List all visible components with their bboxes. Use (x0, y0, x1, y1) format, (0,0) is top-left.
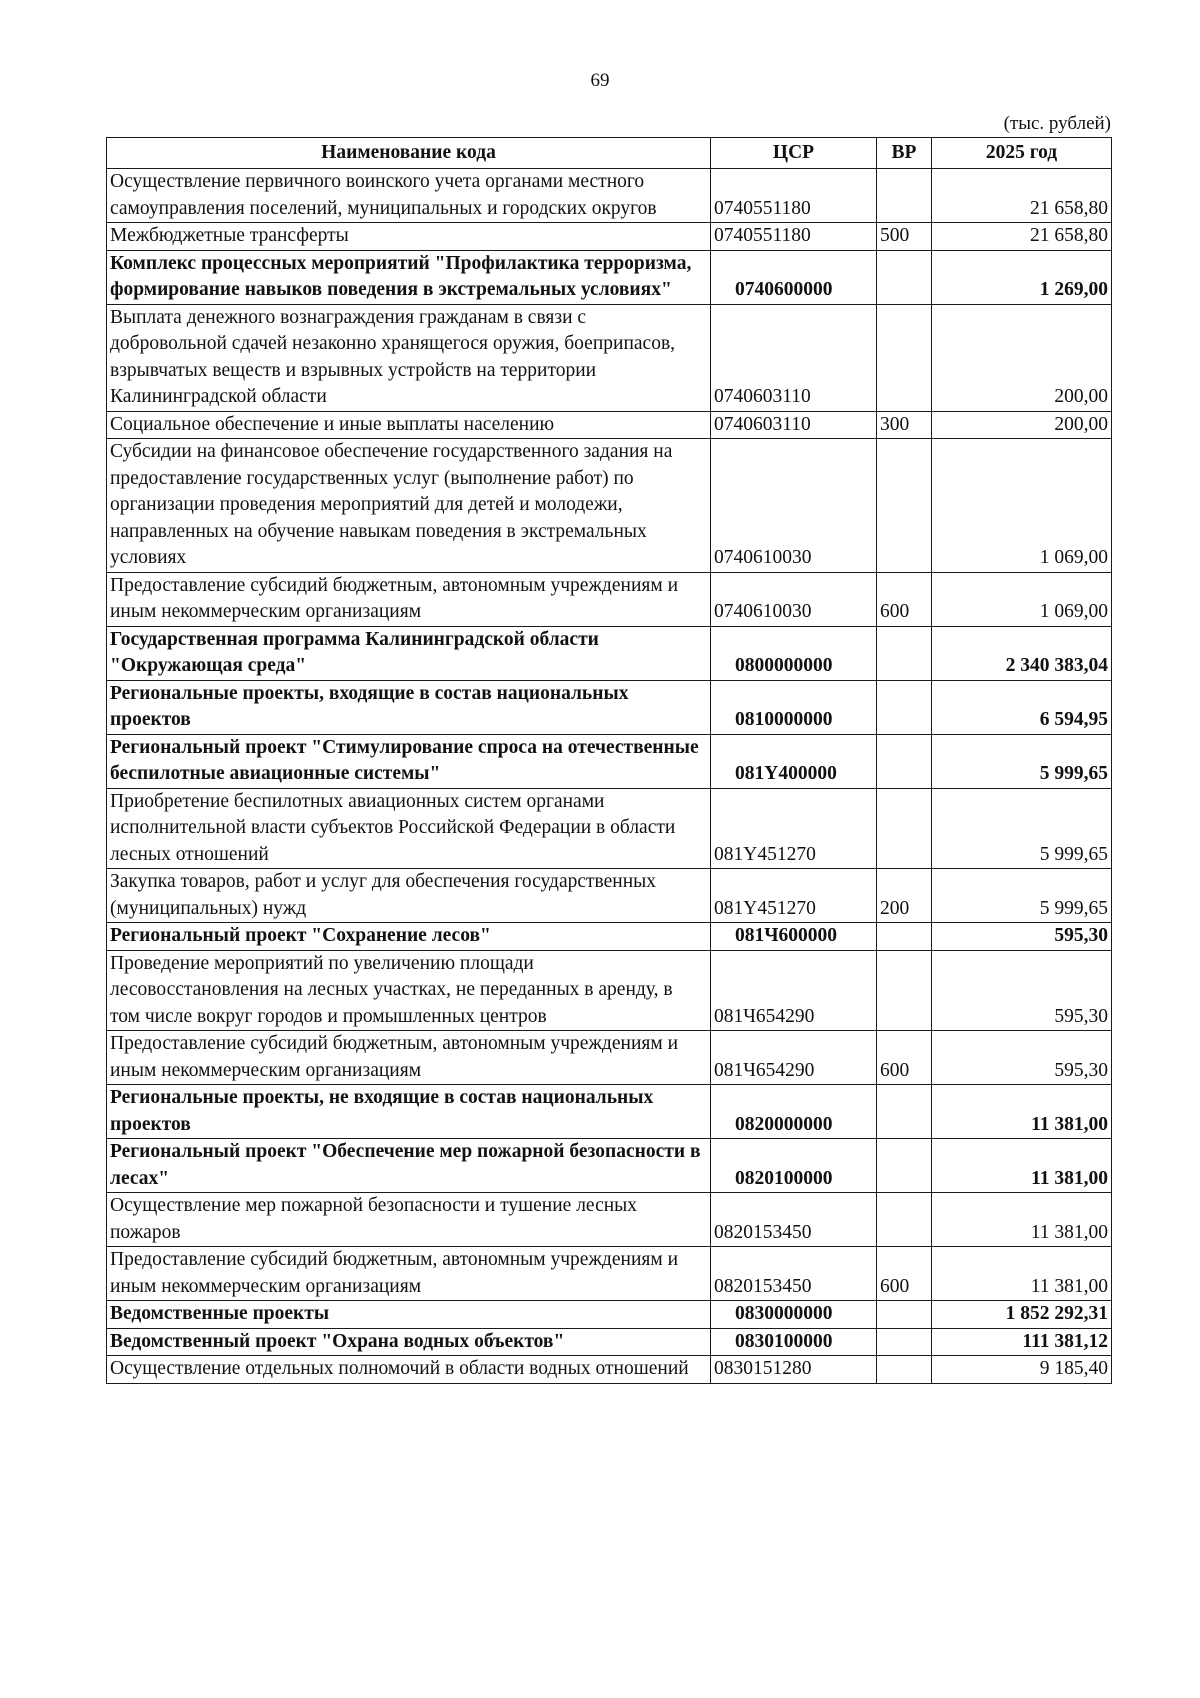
row-amount-cell: 1 069,00 (932, 572, 1112, 626)
row-csr-cell: 0740610030 (711, 439, 877, 573)
row-amount-cell: 21 658,80 (932, 169, 1112, 223)
table-row (107, 788, 1112, 869)
row-vr-cell: 300 (877, 411, 932, 439)
row-csr-cell: 0740603110 (711, 411, 877, 439)
table-row (107, 169, 1112, 223)
row-csr-cell: 081Ч654290 (711, 950, 877, 1031)
row-vr-cell: 600 (877, 1031, 932, 1085)
table-row (107, 411, 1112, 439)
row-name-cell: Субсидии на финансовое обеспечение государственного задания на предоставление государственных услуг (выполнение работ) по организации проведения мероприятий для детей и молодежи, направленных на обучение навыкам поведения в экстремальных условиях (107, 439, 711, 573)
row-name-cell: Комплекс процессных мероприятий "Профилактика терроризма, формирование навыков поведения в экстремальных условиях" (107, 250, 711, 304)
row-vr-cell (877, 1139, 932, 1193)
row-vr-cell (877, 680, 932, 734)
row-csr-cell: 0830151280 (711, 1356, 877, 1384)
row-vr-cell: 600 (877, 1247, 932, 1301)
row-name-cell: Закупка товаров, работ и услуг для обеспечения государственных (муниципальных) нужд (107, 869, 711, 923)
row-name-cell: Региональный проект "Обеспечение мер пожарной безопасности в лесах" (107, 1139, 711, 1193)
header-csr: ЦСР (711, 138, 877, 169)
header-vr: ВР (877, 138, 932, 169)
row-name-cell: Осуществление первичного воинского учета органами местного самоуправления поселений, муниципальных и городских округов (107, 169, 711, 223)
row-name-cell: Социальное обеспечение и иные выплаты населению (107, 411, 711, 439)
row-vr-cell (877, 788, 932, 869)
row-name-cell: Ведомственные проекты (107, 1301, 711, 1329)
row-csr-cell: 0820153450 (711, 1193, 877, 1247)
row-csr-cell: 081Ч600000 (711, 923, 877, 951)
table-row (107, 1031, 1112, 1085)
table-row (107, 439, 1112, 573)
row-name-cell: Выплата денежного вознаграждения гражданам в связи с добровольной сдачей незаконно хранящегося оружия, боеприпасов, взрывчатых веществ и взрывных устройств на территории Калининградской области (107, 304, 711, 411)
table-row (107, 869, 1112, 923)
row-csr-cell: 0740600000 (711, 250, 877, 304)
row-amount-cell: 11 381,00 (932, 1247, 1112, 1301)
row-csr-cell: 081Y451270 (711, 869, 877, 923)
row-amount-cell: 5 999,65 (932, 734, 1112, 788)
row-amount-cell: 200,00 (932, 304, 1112, 411)
row-amount-cell: 9 185,40 (932, 1356, 1112, 1384)
row-name-cell: Региональный проект "Стимулирование спроса на отечественные беспилотные авиационные системы" (107, 734, 711, 788)
row-name-cell: Приобретение беспилотных авиационных систем органами исполнительной власти субъектов Российской Федерации в области лесных отношений (107, 788, 711, 869)
table-row (107, 1328, 1112, 1356)
row-amount-cell: 200,00 (932, 411, 1112, 439)
row-vr-cell (877, 439, 932, 573)
row-vr-cell (877, 1193, 932, 1247)
table-row (107, 680, 1112, 734)
row-vr-cell (877, 1301, 932, 1329)
row-vr-cell (877, 734, 932, 788)
row-csr-cell: 081Y451270 (711, 788, 877, 869)
table-row (107, 1356, 1112, 1384)
units-label: (тыс. рублей) (1003, 113, 1111, 134)
header-name: Наименование кода (107, 138, 711, 169)
row-name-cell: Предоставление субсидий бюджетным, автономным учреждениям и иным некоммерческим организациям (107, 1247, 711, 1301)
row-csr-cell: 0740551180 (711, 223, 877, 251)
row-csr-cell: 0830100000 (711, 1328, 877, 1356)
table-row (107, 626, 1112, 680)
table-row (107, 734, 1112, 788)
table-row (107, 223, 1112, 251)
table-row (107, 1301, 1112, 1329)
row-vr-cell (877, 950, 932, 1031)
row-vr-cell (877, 250, 932, 304)
row-name-cell: Региональные проекты, входящие в состав национальных проектов (107, 680, 711, 734)
table-row (107, 923, 1112, 951)
table-row (107, 1247, 1112, 1301)
row-csr-cell: 0740603110 (711, 304, 877, 411)
table-row (107, 572, 1112, 626)
row-vr-cell (877, 1328, 932, 1356)
row-amount-cell: 11 381,00 (932, 1139, 1112, 1193)
row-amount-cell: 6 594,95 (932, 680, 1112, 734)
page-number: 69 (590, 70, 610, 91)
row-amount-cell: 1 269,00 (932, 250, 1112, 304)
row-amount-cell: 11 381,00 (932, 1193, 1112, 1247)
row-vr-cell (877, 304, 932, 411)
row-vr-cell (877, 169, 932, 223)
table-header-row (107, 138, 1112, 169)
table-row (107, 1139, 1112, 1193)
row-vr-cell: 600 (877, 572, 932, 626)
row-amount-cell: 595,30 (932, 1031, 1112, 1085)
row-amount-cell: 1 069,00 (932, 439, 1112, 573)
row-csr-cell: 081Ч654290 (711, 1031, 877, 1085)
row-csr-cell: 0800000000 (711, 626, 877, 680)
row-amount-cell: 11 381,00 (932, 1085, 1112, 1139)
row-amount-cell: 5 999,65 (932, 869, 1112, 923)
row-amount-cell: 5 999,65 (932, 788, 1112, 869)
row-csr-cell: 0740610030 (711, 572, 877, 626)
row-csr-cell: 0820100000 (711, 1139, 877, 1193)
row-name-cell: Предоставление субсидий бюджетным, автономным учреждениям и иным некоммерческим организациям (107, 1031, 711, 1085)
header-amount: 2025 год (932, 138, 1112, 169)
row-amount-cell: 2 340 383,04 (932, 626, 1112, 680)
table-row (107, 304, 1112, 411)
row-amount-cell: 111 381,12 (932, 1328, 1112, 1356)
row-amount-cell: 21 658,80 (932, 223, 1112, 251)
row-csr-cell: 0740551180 (711, 169, 877, 223)
row-amount-cell: 1 852 292,31 (932, 1301, 1112, 1329)
row-name-cell: Межбюджетные трансферты (107, 223, 711, 251)
row-vr-cell (877, 923, 932, 951)
row-vr-cell (877, 1356, 932, 1384)
row-vr-cell: 200 (877, 869, 932, 923)
row-name-cell: Проведение мероприятий по увеличению площади лесовосстановления на лесных участках, не переданных в аренду, в том числе вокруг городов и промышленных центров (107, 950, 711, 1031)
row-csr-cell: 0810000000 (711, 680, 877, 734)
row-csr-cell: 0830000000 (711, 1301, 877, 1329)
row-amount-cell: 595,30 (932, 923, 1112, 951)
row-csr-cell: 081Y400000 (711, 734, 877, 788)
row-csr-cell: 0820153450 (711, 1247, 877, 1301)
table-body (107, 169, 1112, 1384)
row-csr-cell: 0820000000 (711, 1085, 877, 1139)
row-name-cell: Осуществление мер пожарной безопасности и тушение лесных пожаров (107, 1193, 711, 1247)
budget-table (106, 137, 1112, 1384)
table-row (107, 950, 1112, 1031)
row-name-cell: Предоставление субсидий бюджетным, автономным учреждениям и иным некоммерческим организациям (107, 572, 711, 626)
row-name-cell: Региональные проекты, не входящие в состав национальных проектов (107, 1085, 711, 1139)
row-vr-cell: 500 (877, 223, 932, 251)
row-name-cell: Осуществление отдельных полномочий в области водных отношений (107, 1356, 711, 1384)
row-vr-cell (877, 626, 932, 680)
table-row (107, 250, 1112, 304)
row-amount-cell: 595,30 (932, 950, 1112, 1031)
table-row (107, 1085, 1112, 1139)
table-row (107, 1193, 1112, 1247)
row-name-cell: Региональный проект "Сохранение лесов" (107, 923, 711, 951)
row-name-cell: Ведомственный проект "Охрана водных объектов" (107, 1328, 711, 1356)
row-name-cell: Государственная программа Калининградской области "Окружающая среда" (107, 626, 711, 680)
row-vr-cell (877, 1085, 932, 1139)
